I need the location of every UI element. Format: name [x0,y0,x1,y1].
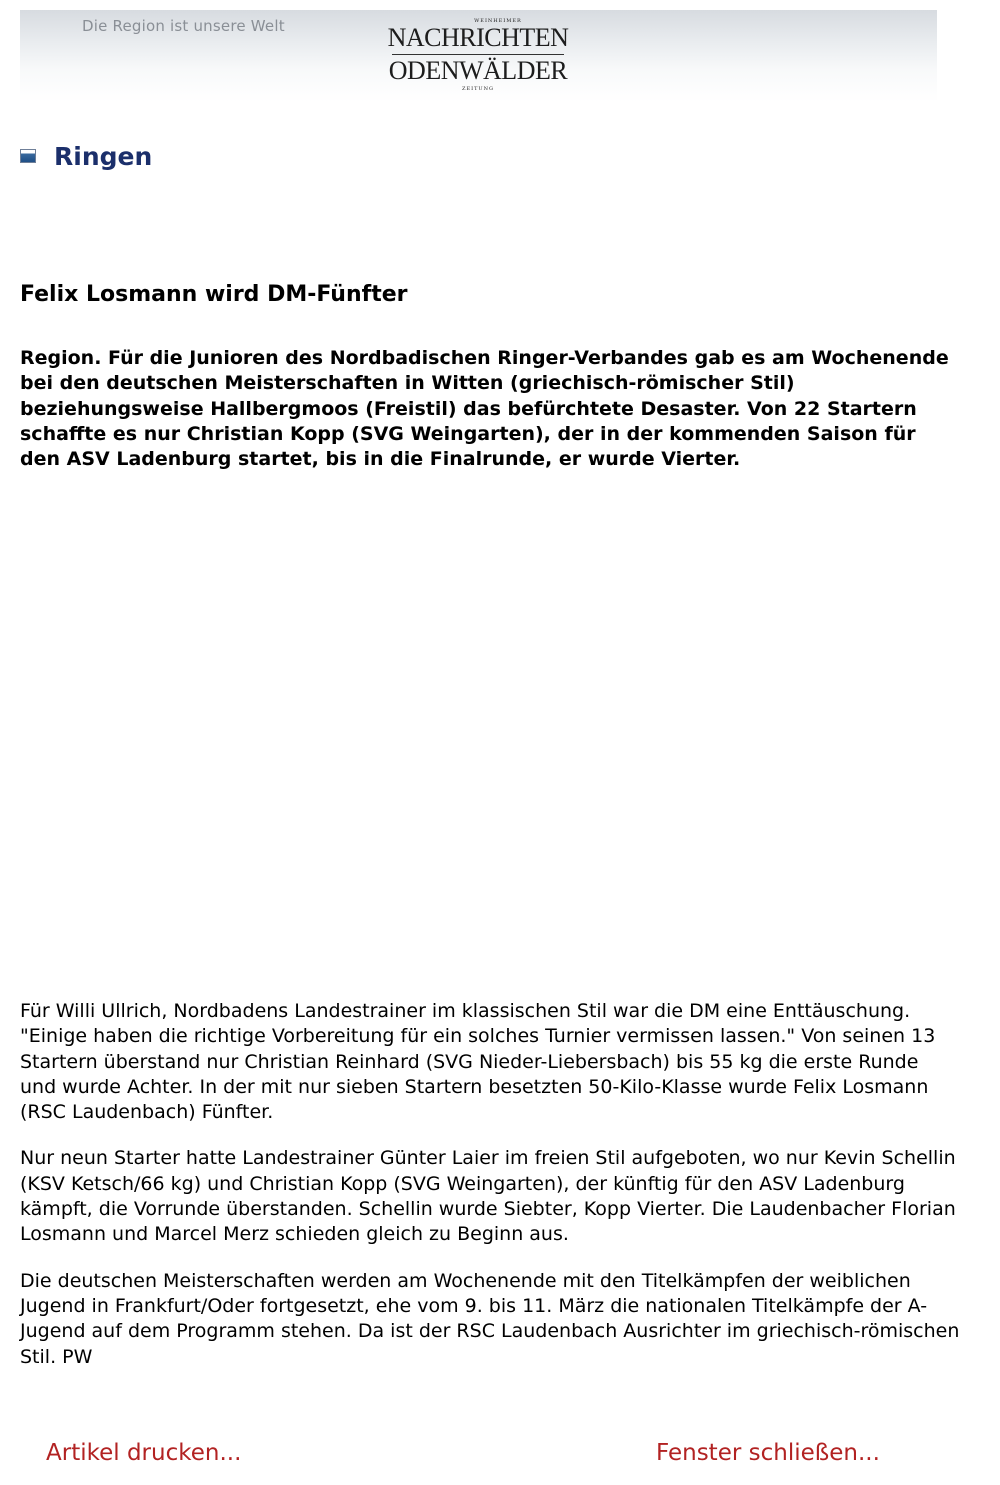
logo-divider [392,54,564,55]
logo-top-text: WEINHEIMER [474,18,522,24]
article-body [20,999,960,1391]
window-icon [20,149,36,163]
logo-line-2: ODENWÄLDER [388,56,568,85]
close-window-link[interactable]: Fenster schließen... [656,1440,880,1466]
print-article-link[interactable]: Artikel drucken... [46,1440,242,1466]
article-paragraph: Die deutschen Meisterschaften werden am Wochenende mit den Titelkämpfen der weiblichen Jugend in Frankfurt/Oder fortgesetzt, ehe vom 9. bis 11. März die nationalen Titelkämpfe der A-Jugend auf dem Programm stehen. Da ist der RSC Laudenbach Ausrichter im griechisch-römischen Stil. PW [20,1269,960,1368]
header-tagline: Die Region ist unsere Welt [82,17,285,35]
section-heading [20,140,152,172]
newspaper-logo [386,18,570,93]
section-title: Ringen [54,141,153,171]
article-title: Felix Losmann wird DM-Fünfter [20,282,408,307]
logo-line-1: NACHRICHTEN [387,23,569,52]
logo-bottom-text: ZEITUNG [461,86,495,92]
article-paragraph: Nur neun Starter hatte Landestrainer Günter Laier im freien Stil aufgeboten, wo nur Kevin Schellin (KSV Ketsch/66 kg) und Christian Kopp (SVG Weingarten), der künftig für den ASV Ladenburg kämpft, die Vorrunde überstanden. Schellin wurde Siebter, Kopp Vierter. Die Laudenbacher Florian Losmann und Marcel Merz schieden gleich zu Beginn aus. [20,1147,956,1246]
article-lead: Region. Für die Junioren des Nordbadischen Ringer-Verbandes gab es am Wochenende bei den deutschen Meisterschaften in Witten (griechisch-römischer Stil) beziehungsweise Hallbergmoos (Freistil) das befürchtete Desaster. Von 22 Startern schaffte es nur Christian Kopp (SVG Weingarten), der in der kommenden Saison für den ASV Ladenburg startet, bis in die Finalrunde, er wurde Vierter. [20,347,949,471]
header-banner [20,10,937,102]
article-paragraph: Für Willi Ullrich, Nordbadens Landestrainer im klassischen Stil war die DM eine Enttäuschung. "Einige haben die richtige Vorbereitung für ein solches Turnier vermissen lassen." Von seinen 13 Startern überstand nur Christian Reinhard (SVG Nieder-Liebersbach) bis 55 kg die erste Runde und wurde Achter. In der mit nur sieben Startern besetzten 50-Kilo-Klasse wurde Felix Losmann (RSC Laudenbach) Fünfter. [20,1000,936,1124]
